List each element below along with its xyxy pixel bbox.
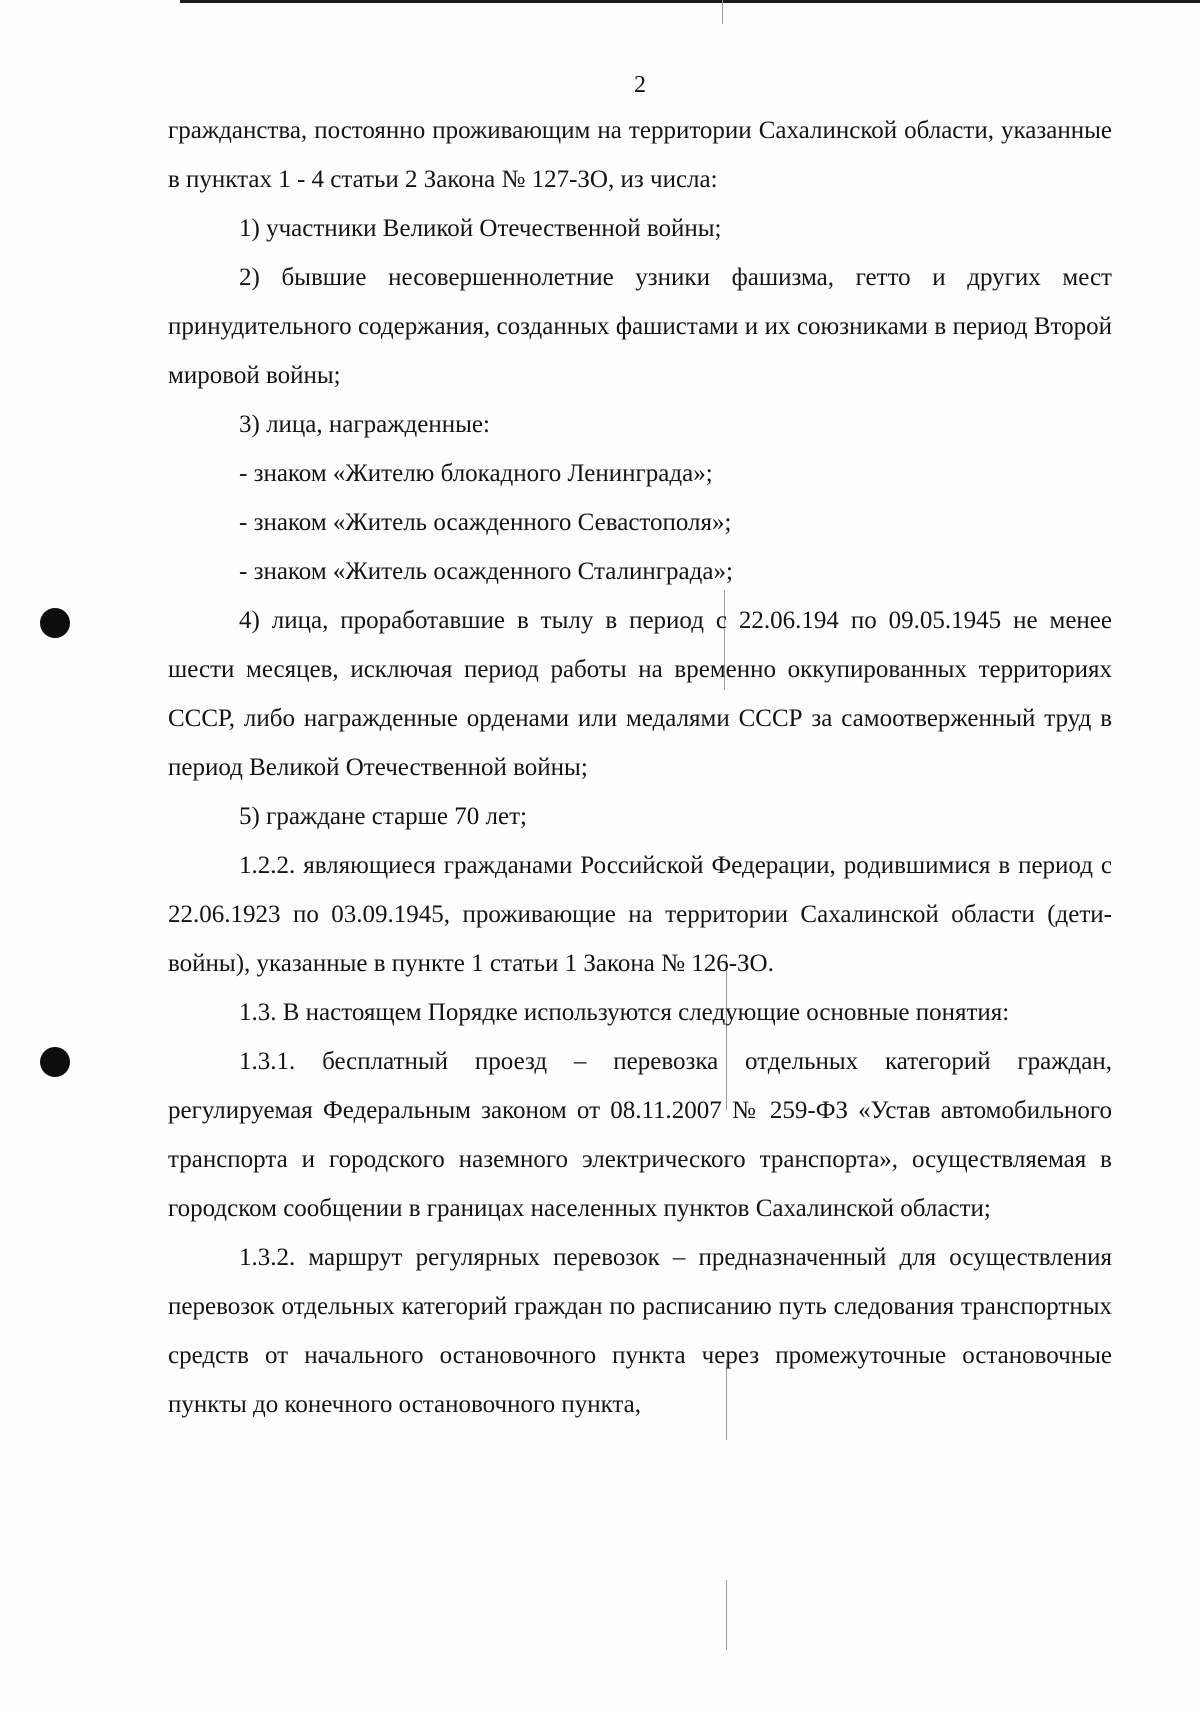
paragraph: 1.3.2. маршрут регулярных перевозок – предназначенный для осуществления перевозок отдельных категорий граждан по расписанию путь следования транспортных средств от начального остановочного пункта через промежуточные остановочные пункты до конечного остановочного пункта, [168, 1244, 1112, 1418]
top-border-line [180, 0, 1200, 3]
paragraph: 1) участники Великой Отечественной войны; [239, 215, 722, 242]
paragraph: 4) лица, проработавшие в тылу в период с 22.06.194 по 09.05.1945 не менее шести месяцев, исключая период работы на временно оккупированных территориях СССР, либо награжденные орденами или медалями СССР за самоотверженный труд в период Великой Отечественной войны; [168, 607, 1112, 781]
page-number: 2 [634, 72, 646, 98]
paragraph: 2) бывшие несовершеннолетние узники фашизма, гетто и других мест принудительного содержания, созданных фашистами и их союзниками в период Второй мировой войны; [168, 264, 1112, 389]
paragraph: 1.3.1. бесплатный проезд – перевозка отдельных категорий граждан, регулируемая Федеральным законом от 08.11.2007 № 259-ФЗ «Устав автомобильного транспорта и городского наземного электрического транспорта», осуществляемая в городском сообщении в границах населенных пунктов Сахалинской области; [168, 1048, 1112, 1222]
binder-hole-top [40, 608, 70, 638]
scan-artifact-line [726, 1580, 727, 1650]
paragraph: 1.2.2. являющиеся гражданами Российской Федерации, родившимися в период с 22.06.1923 по 03.09.1945, проживающие на территории Сахалинской области (дети-войны), указанные в пункте 1 статьи 1 Закона № 126-ЗО. [168, 852, 1112, 977]
paragraph: 1.3. В настоящем Порядке используются следующие основные понятия: [239, 999, 1010, 1026]
document-body [168, 106, 1112, 1429]
paragraph: - знаком «Житель осажденного Севастополя»; [239, 509, 732, 536]
paragraph: гражданства, постоянно проживающим на территории Сахалинской области, указанные в пунктах 1 - 4 статьи 2 Закона № 127-ЗО, из числа: [168, 117, 1112, 193]
paragraph: - знаком «Житель осажденного Сталинграда»; [239, 558, 733, 585]
paragraph: 5) граждане старше 70 лет; [239, 803, 527, 830]
scan-artifact-line [722, 0, 723, 24]
paragraph: - знаком «Жителю блокадного Ленинграда»; [239, 460, 713, 487]
paragraph: 3) лица, награжденные: [239, 411, 490, 438]
binder-hole-bottom [40, 1047, 70, 1077]
